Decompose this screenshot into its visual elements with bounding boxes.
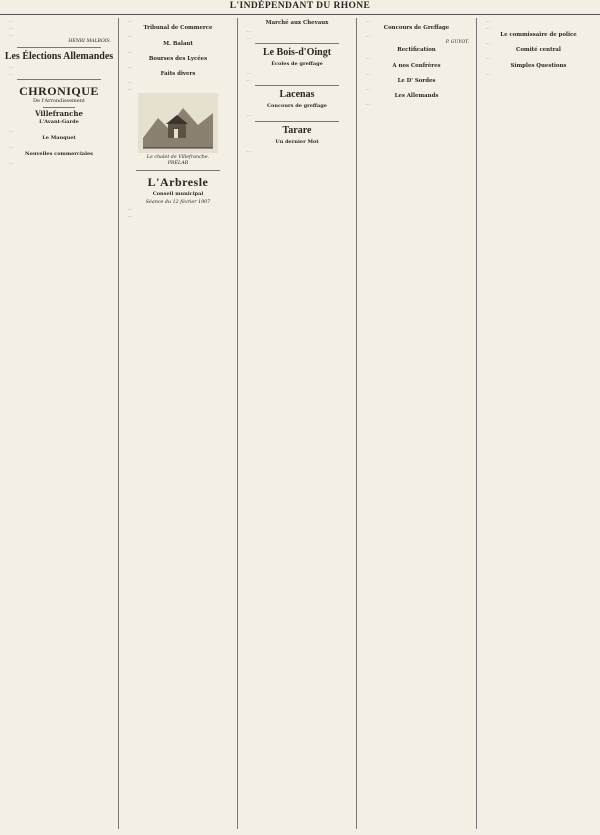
article-text: ...	[247, 77, 251, 83]
section-subheading: Écoles de greffage	[271, 61, 323, 68]
column-rule	[118, 18, 119, 829]
column-rule	[476, 18, 477, 829]
divider	[255, 121, 339, 122]
article-text: ...	[486, 40, 490, 46]
section-heading: Faits divers	[160, 71, 196, 78]
section-subheading: Le Mauquet	[42, 134, 76, 141]
section-heading: CHRONIQUE	[19, 84, 99, 99]
section-heading: L'Arbresle	[147, 175, 209, 190]
article-text: ...	[366, 101, 370, 107]
article-text: ...	[486, 24, 490, 30]
article-text: ...	[128, 48, 132, 54]
section-subheading: Concours de greffage	[267, 103, 327, 110]
section-heading: Les Élections Allemandes	[4, 50, 114, 62]
article-text: ...	[247, 28, 251, 33]
article-text: ...	[366, 18, 370, 23]
section-heading: Tribunal de Commerce	[143, 25, 213, 32]
article-text: ...	[128, 206, 132, 212]
article-text: ...	[9, 160, 13, 166]
article-text: ...	[247, 70, 251, 76]
section-heading: Tarare	[282, 124, 312, 136]
column-3	[241, 18, 353, 831]
section-subheading: L'Avant-Garde	[39, 118, 79, 125]
signature: P. GUYOT.	[445, 40, 469, 46]
column-1	[3, 18, 115, 831]
section-heading: Marché aux Chevaux	[265, 20, 329, 26]
section-heading: Bourses des Lycées	[148, 55, 208, 62]
article-text: ...	[9, 127, 13, 133]
section-heading: Simples Questions	[510, 62, 567, 69]
article-text: ...	[486, 55, 490, 61]
section-heading: Lacenas	[279, 89, 315, 101]
column-4	[360, 18, 473, 831]
article-text: ...	[247, 112, 251, 118]
article-text: ...	[366, 33, 370, 39]
vignette-illustration	[138, 93, 218, 153]
divider	[136, 170, 220, 171]
vignette-credit: PRÉLAR	[167, 161, 189, 167]
divider	[43, 107, 75, 108]
column-2	[122, 18, 234, 831]
section-heading: Concours de Greffage	[383, 25, 450, 32]
column-5	[480, 18, 597, 831]
article-text: ...	[366, 70, 370, 76]
article-text: ...	[9, 143, 13, 149]
divider	[255, 43, 339, 44]
section-heading: Le commissaire de police	[500, 32, 577, 39]
article-text: ...	[9, 31, 13, 37]
section-heading: Comité central	[516, 47, 561, 54]
vignette-caption: Le chalet de Villefranche.	[146, 155, 210, 161]
article-text: ...	[128, 18, 132, 23]
column-rule	[356, 18, 357, 829]
article-text: ...	[9, 18, 13, 23]
article-text: ...	[366, 55, 370, 61]
meeting-date: Séance du 12 février 1907	[145, 200, 211, 206]
column-rule	[237, 18, 238, 829]
section-heading: Villefranche	[35, 108, 83, 118]
section-subheading: Conseil municipal	[152, 191, 204, 198]
divider	[17, 47, 101, 48]
section-heading: Le D' Sordes	[397, 78, 436, 85]
article-text: ...	[128, 79, 132, 85]
signature: HENRI MALBOIS.	[68, 38, 111, 44]
divider	[255, 85, 339, 86]
section-subheading: Un dernier Mot	[275, 138, 319, 145]
article-text: ...	[128, 63, 132, 69]
section-subheading: Nouvelles commerciales	[24, 151, 94, 158]
section-heading: Rectification	[397, 47, 436, 54]
article-text: ...	[247, 34, 251, 40]
section-heading: Les Allemands	[394, 93, 439, 100]
article-text: ...	[128, 86, 132, 92]
article-text: ...	[9, 70, 13, 76]
article-text: ...	[9, 63, 13, 69]
article-text: ...	[486, 18, 490, 23]
article-text: ...	[247, 147, 251, 153]
article-text: ...	[128, 213, 132, 219]
article-text: ...	[486, 70, 490, 76]
divider	[17, 79, 101, 80]
section-heading: Le Bois-d'Oingt	[262, 47, 332, 59]
section-subheading: De l'Arrondissement	[33, 98, 85, 105]
article-text: ...	[128, 33, 132, 39]
masthead: L'INDÉPENDANT DU RHONE	[0, 0, 600, 15]
section-heading: M. Balaut	[163, 40, 193, 47]
article-text: ...	[9, 24, 13, 30]
article-text: ...	[366, 86, 370, 92]
section-heading: A nos Confrères	[392, 62, 441, 69]
